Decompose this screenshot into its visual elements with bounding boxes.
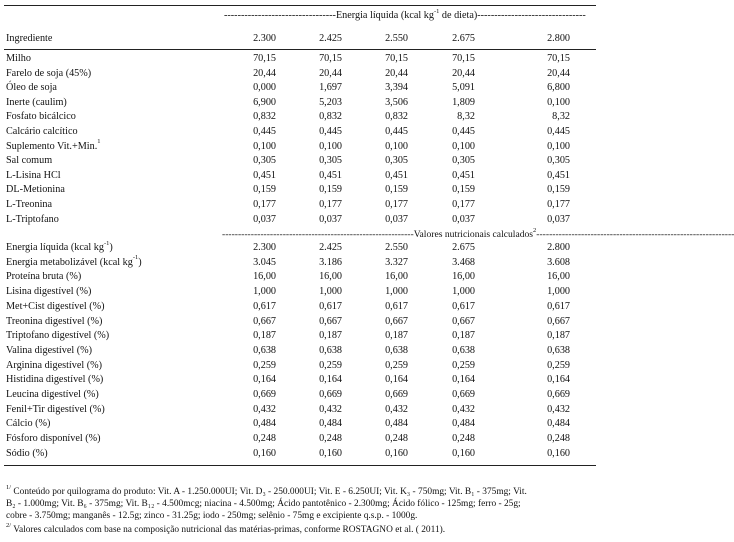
- table-cell: 0,100: [319, 140, 342, 152]
- ingredient-row-label: [6, 126, 78, 137]
- table-cell: 0,617: [452, 300, 475, 312]
- table-cell: 0,100: [452, 140, 475, 152]
- ingredient-row-name: Sal comum: [6, 155, 53, 167]
- table-cell: 16,00: [253, 271, 276, 283]
- nutrient-row-name-tail: ): [109, 242, 113, 253]
- nutrient-row: [0, 271, 600, 284]
- energy-level-header: [224, 7, 586, 21]
- table-cell: 6,800: [547, 82, 570, 94]
- ingredient-row-name: L-Triptofano: [6, 213, 59, 225]
- ingredient-row-name: Óleo de soja: [6, 82, 57, 94]
- table-cell: 0,432: [253, 403, 276, 415]
- level-header: 2.800: [547, 33, 570, 44]
- table-cell: 0,451: [253, 169, 276, 181]
- table-cell: 0,159: [452, 184, 475, 196]
- bottom-rule: [4, 465, 596, 466]
- ingredient-row-name: Farelo de soja (45%): [6, 67, 92, 79]
- table-cell: 0,187: [319, 330, 342, 342]
- footnote-1-line: cobre - 3.750mg; manganês - 12.5g; zinco - 31.25g; iodo - 250mg; selênio - 75mg e excipiente q.s.p. - 1000g.: [6, 511, 418, 521]
- ingredient-row-label: [6, 82, 57, 93]
- table-cell: 1,000: [385, 286, 408, 298]
- table-cell: 1,000: [253, 286, 276, 298]
- nutrient-row-label: [6, 286, 91, 297]
- table-cell: 0,617: [547, 300, 570, 312]
- table-cell: 2.300: [253, 242, 276, 253]
- ingredient-row: [0, 214, 600, 227]
- table-cell: 1,809: [452, 96, 475, 108]
- table-cell: 0,100: [547, 140, 570, 152]
- table-cell: 0,305: [547, 155, 570, 167]
- nutrient-row-name: Histidina digestível (%): [6, 374, 104, 386]
- nutrient-row-name: Triptofano digestível (%): [6, 330, 110, 342]
- nutrient-row: [0, 404, 600, 417]
- table-cell: 0,160: [253, 447, 276, 459]
- table-cell: 0,177: [547, 199, 570, 210]
- energy-header-sup: -1: [433, 7, 440, 15]
- ingredient-row-label: [6, 155, 52, 166]
- table-cell: 0,667: [547, 315, 570, 327]
- nutrient-row-name: Met+Cist digestível (%): [6, 300, 105, 312]
- ingredient-row-name: Fosfato bicálcico: [6, 111, 76, 123]
- table-cell: 0,832: [319, 111, 342, 123]
- table-cell: 1,000: [452, 286, 475, 298]
- table-cell: 16,00: [547, 271, 570, 283]
- table-cell: 0,638: [253, 344, 276, 356]
- table-cell: 5,203: [319, 96, 342, 108]
- nutrient-row: [0, 254, 600, 270]
- table-cell: 0,100: [385, 140, 408, 152]
- table-cell: 0,160: [452, 447, 475, 459]
- ingredient-row: [0, 111, 600, 124]
- table-cell: 3.327: [385, 256, 408, 268]
- ingredient-row: [0, 68, 600, 81]
- table-cell: 0,037: [547, 213, 570, 225]
- ingredient-row: [0, 199, 600, 212]
- level-header: 2.425: [319, 33, 342, 44]
- nutrient-row-label: [6, 330, 109, 341]
- nutrient-row-label: [6, 404, 105, 415]
- table-cell: 0,432: [547, 403, 570, 415]
- energy-header-text: ---------------------------------Energia líquida (kcal kg: [224, 10, 434, 21]
- header-row: [0, 33, 600, 46]
- table-cell: 0,638: [385, 344, 408, 356]
- table-cell: 0,638: [319, 344, 342, 356]
- table-cell: 0,177: [253, 199, 276, 210]
- ingredient-row-label: [6, 170, 61, 181]
- nutrient-row-name: Sódio (%): [6, 447, 48, 459]
- table-cell: 1,000: [319, 286, 342, 298]
- table-cell: 2.675: [452, 242, 475, 253]
- nutrient-row-name: Energia metabolizável (kcal kg: [6, 256, 133, 268]
- table-cell: 0,669: [547, 389, 570, 400]
- top-rule: [4, 5, 596, 6]
- ingredient-row-label: [6, 97, 67, 108]
- ingredient-row-name: Calcário calcítico: [6, 126, 78, 137]
- ingredient-row-label: [6, 184, 65, 195]
- table-cell: 1,697: [319, 82, 342, 94]
- nutrient-row: [0, 360, 600, 373]
- ingredient-row-name: DL-Metionina: [6, 184, 65, 196]
- table-cell: 8,32: [552, 111, 570, 123]
- header-rule: [4, 49, 596, 50]
- table-cell: 0,451: [452, 169, 475, 181]
- nutrient-row: [0, 239, 600, 255]
- table-cell: 0,160: [385, 447, 408, 459]
- nutrient-row: [0, 345, 600, 358]
- nutrient-row-label: [6, 271, 81, 282]
- table-cell: 0,248: [253, 433, 276, 445]
- nutrient-row-name: Proteína bruta (%): [6, 271, 82, 283]
- table-cell: 3,506: [385, 96, 408, 108]
- nutrient-row-label: [6, 345, 92, 356]
- table-cell: 0,617: [385, 300, 408, 312]
- table-cell: 0,160: [319, 447, 342, 459]
- table-cell: 0,248: [385, 433, 408, 445]
- table-cell: 0,177: [452, 199, 475, 210]
- table-cell: 0,669: [385, 389, 408, 400]
- table-cell: 0,160: [547, 447, 570, 459]
- table-cell: 2.550: [385, 242, 408, 253]
- table-cell: 0,248: [319, 433, 342, 445]
- table-cell: 70,15: [452, 53, 475, 64]
- table-cell: 0,667: [452, 315, 475, 327]
- table-cell: 0,432: [319, 403, 342, 415]
- energy-header-tail: de dieta)--------------------------------: [439, 10, 586, 21]
- table-cell: 0,248: [452, 433, 475, 445]
- nutrient-row: [0, 433, 600, 446]
- table-cell: 0,248: [547, 433, 570, 445]
- table-cell: 0,037: [385, 213, 408, 225]
- table-cell: 0,159: [385, 184, 408, 196]
- table-cell: 0,159: [319, 184, 342, 196]
- nutrient-row-name: Lisina digestível (%): [6, 286, 92, 298]
- table-cell: 0,445: [547, 126, 570, 137]
- table-cell: 0,638: [547, 344, 570, 356]
- table-cell: 0,617: [319, 300, 342, 312]
- table-cell: 0,832: [385, 111, 408, 123]
- table-cell: 0,667: [253, 315, 276, 327]
- ingredient-row-name: L-Treonina: [6, 199, 53, 210]
- ingredient-row-label: [6, 53, 31, 64]
- table-cell: 0,667: [385, 315, 408, 327]
- table-cell: 0,451: [547, 169, 570, 181]
- nutrient-row-label: [6, 389, 99, 400]
- table-cell: 0,187: [452, 330, 475, 342]
- nutrient-row: [0, 448, 600, 461]
- table-cell: 0,164: [385, 374, 408, 386]
- table-cell: 0,638: [452, 344, 475, 356]
- table-cell: 0,445: [452, 126, 475, 137]
- table-cell: 0,259: [547, 359, 570, 371]
- ingredient-row: [0, 126, 600, 139]
- nutrient-row: [0, 330, 600, 343]
- table-cell: 0,100: [547, 96, 570, 108]
- table-cell: 16,00: [452, 271, 475, 283]
- table-cell: 0,187: [547, 330, 570, 342]
- footnote-1: [6, 483, 594, 522]
- table-cell: 0,177: [319, 199, 342, 210]
- table-cell: 0,445: [319, 126, 342, 137]
- table-cell: 0,037: [319, 213, 342, 225]
- table-cell: 0,000: [253, 82, 276, 94]
- ingredient-row-label: [6, 138, 101, 152]
- table-cell: 0,484: [452, 418, 475, 430]
- nutrient-row: [0, 286, 600, 299]
- table-cell: 0,484: [385, 418, 408, 430]
- ingredient-row-label: [6, 68, 91, 79]
- nutrient-row: [0, 389, 600, 402]
- table-cell: 0,164: [253, 374, 276, 386]
- table-cell: 0,187: [385, 330, 408, 342]
- nutrient-row-label: [6, 254, 142, 268]
- table-cell: 3.045: [253, 256, 276, 268]
- ingredient-row-name: Suplemento Vit.+Min.: [6, 140, 98, 152]
- table-cell: 0,669: [253, 389, 276, 400]
- nutrient-row-label: [6, 433, 101, 444]
- table-cell: 0,445: [253, 126, 276, 137]
- ingredient-row-superscript: 1: [97, 138, 101, 146]
- table-cell: 0,617: [253, 300, 276, 312]
- table-cell: 0,484: [319, 418, 342, 430]
- nutrient-row: [0, 316, 600, 329]
- table-cell: 0,177: [385, 199, 408, 210]
- table-cell: 2.425: [319, 242, 342, 253]
- calc-header-tail: --------------------------------------------------------------: [536, 229, 734, 240]
- table-cell: 0,164: [547, 374, 570, 386]
- nutrient-row: [0, 374, 600, 387]
- ingredient-row: [0, 97, 600, 110]
- table-cell: 0,669: [319, 389, 342, 400]
- calc-header-sup: 2: [533, 226, 537, 234]
- table-cell: 0,832: [253, 111, 276, 123]
- nutrient-row: [0, 301, 600, 314]
- ingredient-row-name: L-Lisina HCl: [6, 169, 61, 181]
- table-cell: 3.186: [319, 256, 342, 268]
- table-cell: 5,091: [452, 82, 475, 94]
- nutrient-row-name: Energia líquida (kcal kg: [6, 242, 104, 253]
- ingredient-row: [0, 138, 600, 154]
- table-cell: 70,15: [547, 53, 570, 64]
- nutrient-row-name: Fósforo disponível (%): [6, 433, 101, 445]
- nutrient-row-superscript: -1: [103, 239, 110, 247]
- ingredient-row: [0, 155, 600, 168]
- table-cell: 0,432: [452, 403, 475, 415]
- table-cell: 0,667: [319, 315, 342, 327]
- table-cell: 0,451: [319, 169, 342, 181]
- table-cell: 0,259: [452, 359, 475, 371]
- table-cell: 0,484: [253, 418, 276, 430]
- nutrient-row-name: Leucina digestível (%): [6, 389, 99, 400]
- table-cell: 0,305: [253, 155, 276, 167]
- table-cell: 0,259: [385, 359, 408, 371]
- table-cell: 0,432: [385, 403, 408, 415]
- nutrient-row-name-tail: ): [138, 256, 142, 268]
- ingredient-row-label: [6, 214, 59, 225]
- table-cell: 0,159: [547, 184, 570, 196]
- table-cell: 0,259: [319, 359, 342, 371]
- table-cell: 20,44: [253, 67, 276, 79]
- table-cell: 0,259: [253, 359, 276, 371]
- table-cell: 0,100: [253, 140, 276, 152]
- table-cell: 3.608: [547, 256, 570, 268]
- table-cell: 0,187: [253, 330, 276, 342]
- ingredient-row-name: Milho: [6, 53, 31, 64]
- table-cell: 3,394: [385, 82, 408, 94]
- table-cell: 0,669: [452, 389, 475, 400]
- table-cell: 20,44: [452, 67, 475, 79]
- table-cell: 0,305: [319, 155, 342, 167]
- table-cell: 20,44: [385, 67, 408, 79]
- table-cell: 3.468: [452, 256, 475, 268]
- nutrient-row-label: [6, 418, 50, 429]
- table-cell: 8,32: [457, 111, 475, 123]
- nutrient-row-label: [6, 239, 113, 253]
- level-header: 2.675: [452, 33, 475, 44]
- ingredient-row: [0, 170, 600, 183]
- ingredient-row: [0, 82, 600, 95]
- nutrient-row-superscript: -1: [132, 254, 139, 262]
- table-cell: 0,037: [452, 213, 475, 225]
- ingredient-row-name: Inerte (caulim): [6, 96, 67, 108]
- table-cell: 70,15: [253, 53, 276, 64]
- nutrient-row-label: [6, 301, 105, 312]
- table-cell: 0,159: [253, 184, 276, 196]
- ingredient-row: [0, 184, 600, 197]
- table-cell: 16,00: [319, 271, 342, 283]
- footnote-1-mark: 1/: [6, 483, 12, 491]
- table-cell: 0,037: [253, 213, 276, 225]
- table-cell: 0,164: [319, 374, 342, 386]
- calculated-values-header: [222, 226, 734, 240]
- nutrient-row-name: Arginina digestível (%): [6, 359, 103, 371]
- footnote-1-line: Conteúdo por quilograma do produto: Vit. A - 1.250.000UI; Vit. D₃ - 250.000UI; Vit. E - 6.250UI; Vit. K₃ - 750mg; Vit. B₁ - 375mg; Vit.: [13, 487, 527, 497]
- nutrient-row-label: [6, 316, 102, 327]
- level-header: 2.300: [253, 33, 276, 44]
- table-cell: 1,000: [547, 286, 570, 298]
- nutrient-row-label: [6, 448, 48, 459]
- footnote-2-mark: 2/: [6, 521, 12, 529]
- level-header: 2.550: [385, 33, 408, 44]
- nutrient-row-name: Valina digestível (%): [6, 344, 93, 356]
- footnote-1-line: B₂ - 1.000mg; Vit. B₆ - 375mg; Vit. B₁₂ - 4.500mcg; niacina - 4.500mg; Ácido pantotênico - 2.300mg; Ácido fólico - 125mg; ferro - 25g;: [6, 499, 521, 509]
- table-cell: 16,00: [385, 271, 408, 283]
- nutrient-row-name: Treonina digestível (%): [6, 315, 103, 327]
- table-cell: 0,305: [385, 155, 408, 167]
- ingredient-row: [0, 53, 600, 66]
- footnote-2: [6, 521, 594, 536]
- nutrient-row-name: Fenil+Tir digestível (%): [6, 403, 105, 415]
- table-cell: 0,445: [385, 126, 408, 137]
- table-cell: 6,900: [253, 96, 276, 108]
- ingredient-row-label: [6, 199, 52, 210]
- footnote-2-text: Valores calculados com base na composição nutricional das matérias-primas, conforme ROSTAGNO et al. ( 2011).: [13, 525, 446, 535]
- nutrient-row-name: Cálcio (%): [6, 418, 51, 430]
- table-cell: 0,451: [385, 169, 408, 181]
- table-cell: 0,305: [452, 155, 475, 167]
- table-cell: 70,15: [319, 53, 342, 64]
- ingredient-column-header: Ingrediente: [6, 33, 53, 44]
- nutrient-row-label: [6, 360, 102, 371]
- table-cell: 70,15: [385, 53, 408, 64]
- table-cell: 20,44: [319, 67, 342, 79]
- nutrient-row-label: [6, 374, 103, 385]
- table-cell: 0,484: [547, 418, 570, 430]
- table-cell: 2.800: [547, 242, 570, 253]
- table-cell: 20,44: [547, 67, 570, 79]
- ingredient-row-label: [6, 111, 76, 122]
- table-cell: 0,164: [452, 374, 475, 386]
- calc-header-text: ------------------------------------------------------------Valores nutricionais calculados: [222, 229, 534, 240]
- nutrient-row: [0, 418, 600, 431]
